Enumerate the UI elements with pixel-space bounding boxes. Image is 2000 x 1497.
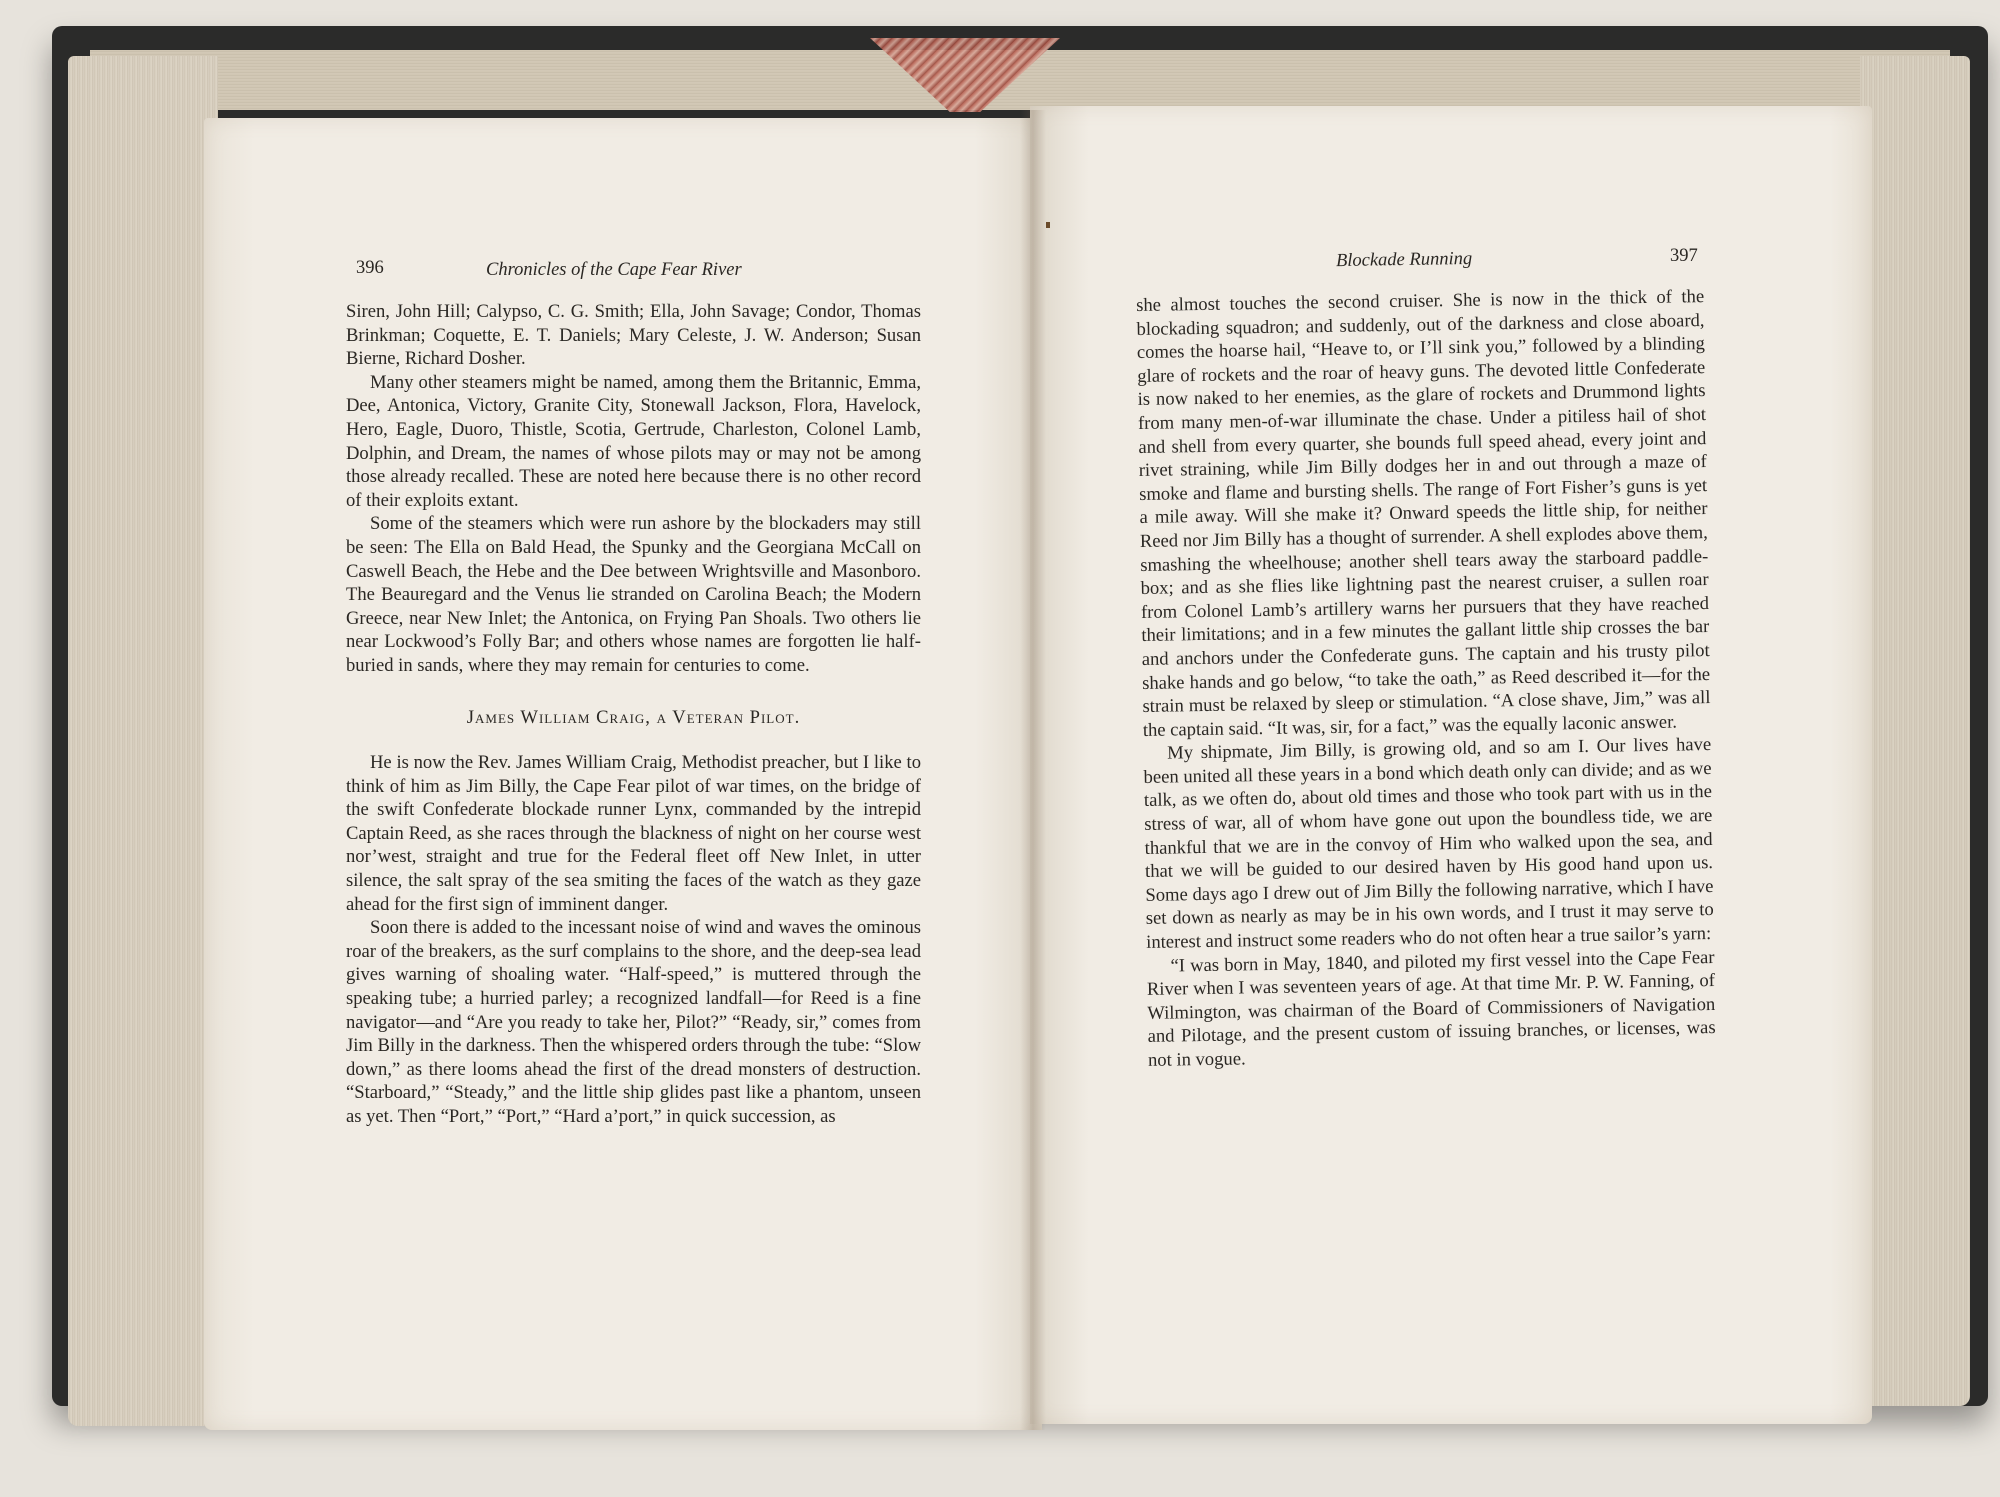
left-running-title: Chronicles of the Cape Fear River bbox=[486, 260, 742, 280]
paragraph: Many other steamers might be named, among them the Britannic, Emma, Dee, Antonica, Victory, Granite City, Stonewall Jackson, Flora, Havelock, Hero, Eagle, Duoro, Thistle, Scotia, Gertrude, Charleston, Colonel Lamb, Dolphin, and Dream, the names of whose pilots may or may not be among those already recalled. These are noted here because there is no other record of their exploits extant. bbox=[346, 371, 921, 511]
ink-mark bbox=[1046, 222, 1050, 228]
page-edges-right bbox=[1860, 56, 1970, 1406]
page-edges-left bbox=[68, 56, 218, 1426]
paragraph: “I was born in May, 1840, and piloted my first vessel into the Cape Fear River when I was seventeen years of age. At that time Mr. P. W. Fanning, of Wilmington, was chairman of the Board of Commissioners of Navigation and Pilotage, and the present custom of issuing branches, or licenses, was not in vogue. bbox=[1146, 946, 1716, 1071]
paragraph: He is now the Rev. James William Craig, Methodist preacher, but I like to think of him as Jim Billy, the Cape Fear pilot of war times, on the bridge of the swift Confederate blockade runner Lynx, commanded by the intrepid Captain Reed, as she races through the blackness of night on her course west nor’west, straight and true for the Federal fleet off New Inlet, in utter silence, the salt spray of the sea smiting the faces of the watch as they gaze ahead for the first sign of imminent danger. bbox=[346, 752, 921, 915]
paragraph: she almost touches the second cruiser. She is now in the thick of the blockading squadron; and suddenly, out of the darkness and close aboard, comes the hoarse hail, “Heave to, or I’ll sink you,” followed by a blinding glare of rockets and the roar of heavy guns. The devoted little Confederate is now naked to her enemies, as the glare of rockets and Drummond lights from many men-of-war illuminate the chase. Under a pitiless hail of shot and shell from every quarter, she bounds full speed ahead, every joint and rivet straining, while Jim Billy dodges her in and out through a maze of smoke and flame and bursting shells. The range of Fort Fisher’s guns is yet a mile away. Will she make it? Onward speeds the little ship, for neither Reed nor Jim Billy has a thought of surrender. A shell explodes above them, smashing the wheelhouse; another shell tears away the starboard paddle-box; and as she flies like lightning past the nearest cruiser, a sullen roar from Colonel Lamb’s artillery warns her pursuers that they have reached their limitations; and in a few minutes the gallant little ship crosses the bar and anchors under the Confederate guns. The captain and his trusty pilot shake hands and go below, “to take the oath,” as Reed described it—for the strain must be relaxed by sleep or stimulation. “A close shave, Jim,” was all the captain said. “It was, sir, for a fact,” was the equally laconic answer. bbox=[1136, 286, 1711, 741]
left-page-text bbox=[346, 300, 921, 1129]
left-page-number: 396 bbox=[356, 258, 384, 278]
paragraph: Soon there is added to the incessant noise of wind and waves the ominous roar of the breakers, as the surf complains to the shore, and the deep-sea lead gives warning of shoaling water. “Half-speed,” is muttered through the speaking tube; a hurried parley; a recognized landfall—for Reed is a fine navigator—and “Are you ready to take her, Pilot?” “Ready, sir,” comes from Jim Billy in the darkness. Then the whispered orders through the tube: “Slow down,” as there looms ahead the first of the dread monsters of destruction. “Starboard,” “Steady,” and the little ship glides past like a phantom, unseen as yet. Then “Port,” “Port,” “Hard a’port,” in quick succession, as bbox=[346, 917, 921, 1127]
right-page-number: 397 bbox=[1670, 246, 1698, 266]
paragraph: Siren, John Hill; Calypso, C. G. Smith; Ella, John Savage; Condor, Thomas Brinkman; Coquette, E. T. Daniels; Mary Celeste, J. W. Anderson; Susan Bierne, Richard Dosher. bbox=[346, 301, 921, 370]
page-gutter bbox=[1020, 110, 1046, 1430]
paragraph: Some of the steamers which were run ashore by the blockaders may still be seen: The Ella on Bald Head, the Spunky and the Georgiana McCall on Caswell Beach, the Hebe and the Dee between Wrightsville and Masonboro. The Beauregard and the Venus lie stranded on Carolina Beach; the Modern Greece, near New Inlet; the Antonica, on Frying Pan Shoals. Two others lie near Lockwood’s Folly Bar; and others whose names are forgotten lie half-buried in sands, where they may remain for centuries to come. bbox=[346, 513, 921, 676]
right-page-text bbox=[1136, 285, 1716, 1072]
right-running-title: Blockade Running bbox=[1335, 248, 1473, 272]
section-heading: James William Craig, a Veteran Pilot. bbox=[466, 706, 801, 728]
paragraph: My shipmate, Jim Billy, is growing old, and so am I. Our lives have been united all these years in a bond which death only can divide; and as we talk, as we often do, about old times and those who took part with us in the stress of war, all of whom have gone out upon the boundless tide, we are thankful that we are in the convoy of Him who walked upon the sea, and that we will be guided to our desired haven by His good hand upon us. Some days ago I drew out of Jim Billy the following narrative, which I have set down as nearly as may be in his own words, and I trust it may serve to interest and instruct some readers who do not often hear a true sailor’s yarn: bbox=[1143, 734, 1714, 953]
